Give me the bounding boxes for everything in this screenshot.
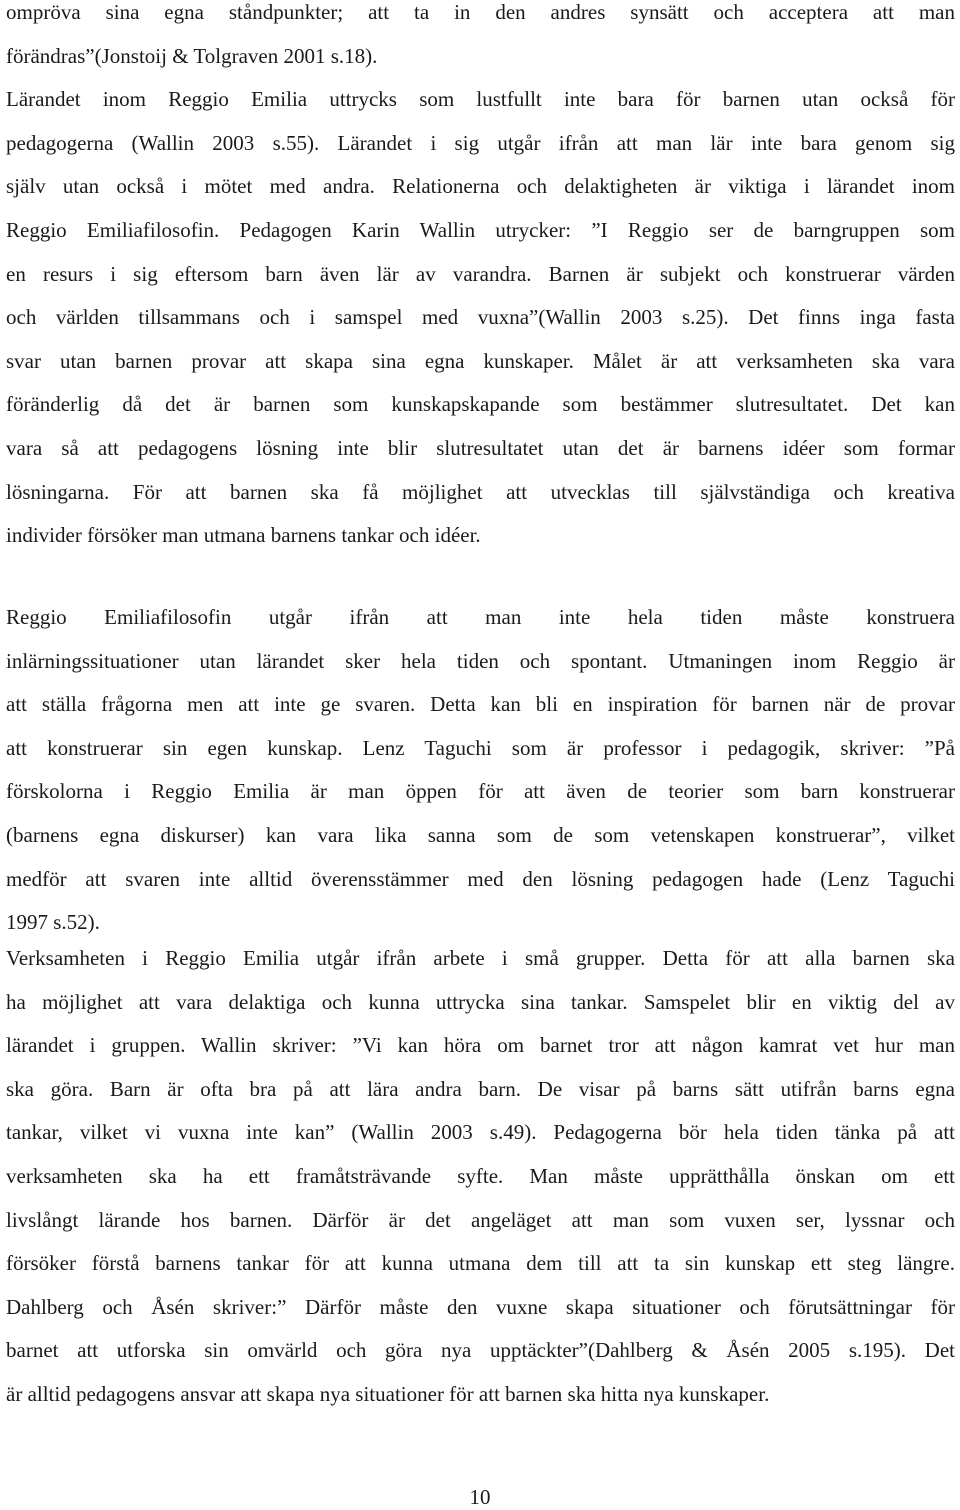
text-line: föränderlig då det är barnen som kunskapskapande som bestämmer slutresultatet. Det kan <box>6 392 955 417</box>
text-line: försöker förstå barnens tankar för att kunna utmana dem till att ta sin kunskap ett steg längre. <box>6 1251 955 1276</box>
text-line: barnet att utforska sin omvärld och göra nya upptäckter”(Dahlberg & Åsén 2005 s.195). Det <box>6 1338 955 1363</box>
text-line: att konstruerar sin egen kunskap. Lenz Taguchi som är professor i pedagogik, skriver: ”På <box>6 735 955 760</box>
text-line: Lärandet inom Reggio Emilia uttrycks som lustfullt inte bara för barnen utan också för <box>6 87 955 112</box>
page-number: 10 <box>469 1485 491 1509</box>
text-line: individer försöker man utmana barnens tankar och idéer. <box>6 523 481 548</box>
text-line: en resurs i sig eftersom barn även lär av varandra. Barnen är subjekt och konstruerar värden <box>6 261 955 286</box>
text-line: svar utan barnen provar att skapa sina egna kunskaper. Målet är att verksamheten ska vara <box>6 348 955 373</box>
text-line: ska göra. Barn är ofta bra på att lära andra barn. De visar på barns sätt utifrån barns egna <box>6 1076 955 1101</box>
text-line: Verksamheten i Reggio Emilia utgår ifrån arbete i små grupper. Detta för att alla barnen ska <box>6 946 955 970</box>
text-line: pedagogerna (Wallin 2003 s.55). Lärandet i sig utgår ifrån att man lär inte bara genom sig <box>6 130 955 155</box>
text-line: förskolorna i Reggio Emilia är man öppen för att även de teorier som barn konstruerar <box>6 779 955 804</box>
text-line: lösningarna. För att barnen ska få möjlighet att utvecklas till självständiga och kreativa <box>6 479 955 504</box>
text-line: ha möjlighet att vara delaktiga och kunna uttrycka sina tankar. Samspelet blir en viktig del av <box>6 989 955 1014</box>
text-line: är alltid pedagogens ansvar att skapa nya situationer för att barnen ska hitta nya kunskaper. <box>6 1381 770 1406</box>
text-line: vara så att pedagogens lösning inte blir slutresultatet utan det är barnens idéer som formar <box>6 435 955 460</box>
text-line: 1997 s.52). <box>6 910 100 935</box>
paragraph-block <box>6 937 955 1417</box>
text-line: inlärningssituationer utan lärandet sker hela tiden och spontant. Utmaningen inom Reggio är <box>6 648 955 673</box>
text-line: förändras”(Jonstoij & Tolgraven 2001 s.18). <box>6 43 378 68</box>
text-line: livslångt lärande hos barnen. Därför är det angeläget att man som vuxen ser, lyssnar och <box>6 1207 955 1232</box>
text-line: och världen tillsammans och i samspel med vuxna”(Wallin 2003 s.25). Det finns inga fasta <box>6 305 955 330</box>
text-line: verksamheten ska ha ett framåtsträvande syfte. Man måste upprätthålla önskan om ett <box>6 1163 955 1188</box>
text-line: Reggio Emiliafilosofin. Pedagogen Karin Wallin utrycker: ”I Reggio ser de barngruppen som <box>6 217 955 242</box>
text-line: Reggio Emiliafilosofin utgår ifrån att man inte hela tiden måste konstruera <box>6 605 955 629</box>
paragraph-block <box>6 0 955 558</box>
text-line: Dahlberg och Åsén skriver:” Därför måste den vuxne skapa situationer och förutsättningar för <box>6 1294 955 1319</box>
text-line: själv utan också i mötet med andra. Relationerna och delaktigheten är viktiga i lärandet inom <box>6 174 955 199</box>
text-line: lärandet i gruppen. Wallin skriver: ”Vi kan höra om barnet tror att någon kamrat vet hur man <box>6 1033 955 1058</box>
text-line: att ställa frågorna men att inte ge svaren. Detta kan bli en inspiration för barnen när de provar <box>6 692 955 717</box>
text-line: medför att svaren inte alltid överensstämmer med den lösning pedagogen hade (Lenz Taguchi <box>6 866 955 891</box>
text-line: (barnens egna diskurser) kan vara lika sanna som de som vetenskapen konstruerar”, vilket <box>6 822 955 847</box>
text-line: ompröva sina egna ståndpunkter; att ta in den andres synsätt och acceptera att man <box>6 0 955 24</box>
text-line: tankar, vilket vi vuxna inte kan” (Wallin 2003 s.49). Pedagogerna bör hela tiden tänka på att <box>6 1120 955 1145</box>
paragraph-block <box>6 596 955 945</box>
